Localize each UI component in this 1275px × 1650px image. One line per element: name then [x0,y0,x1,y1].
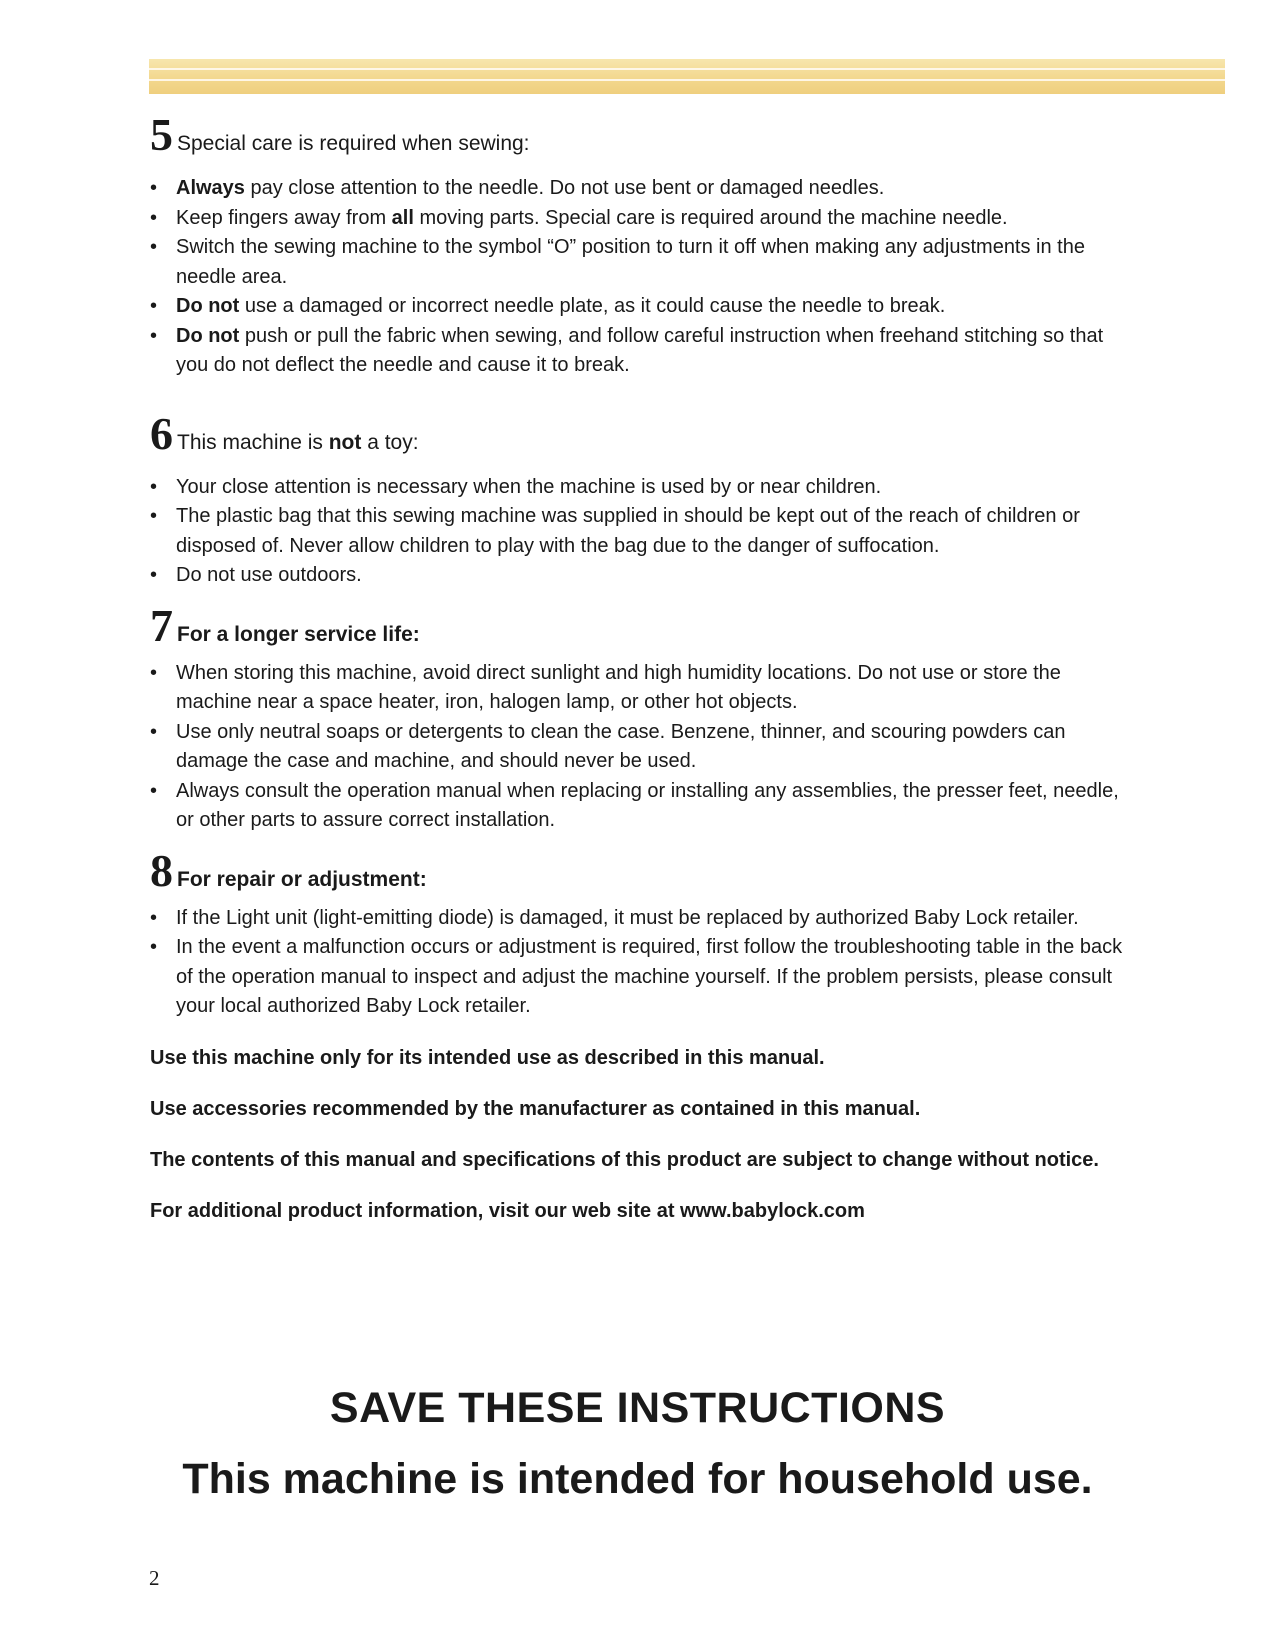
header-band [149,59,1225,94]
bullet-list [150,659,1140,836]
section-title: For a longer service life: [177,622,420,646]
section-heading [150,844,1140,896]
section-heading [150,407,1140,459]
section-title: For repair or adjustment: [177,867,427,891]
list-item: • Your close attention is necessary when the machine is used by or near children. [150,473,1140,503]
section-5 [150,109,1140,381]
section-title: This machine is not a toy: [177,430,419,454]
section-7 [150,599,1140,836]
list-item: • Always consult the operation manual when replacing or installing any assemblies, the presser feet, needle, or other parts to assure correct installation. [150,777,1140,836]
list-item: • Do not use outdoors. [150,561,1140,591]
list-item: • Always pay close attention to the needle. Do not use bent or damaged needles. [150,174,1140,204]
note-change-notice: The contents of this manual and specifications of this product are subject to change without notice. [150,1148,1099,1171]
section-number: 5 [150,109,173,160]
section-number: 8 [150,844,173,896]
section-number: 7 [150,599,173,651]
list-item: • Do not use a damaged or incorrect needle plate, as it could cause the needle to break. [150,292,1140,322]
note-website: For additional product information, visit our web site at www.babylock.com [150,1199,865,1222]
list-item: • Use only neutral soaps or detergents to clean the case. Benzene, thinner, and scouring powders can damage the case and machine, and should never be used. [150,718,1140,777]
list-item: • The plastic bag that this sewing machine was supplied in should be kept out of the reach of children or disposed of. Never allow children to play with the bag due to the danger of suffocation. [150,502,1140,561]
section-heading [150,599,1140,651]
list-item: • Keep fingers away from all moving parts. Special care is required around the machine needle. [150,204,1140,234]
section-heading [150,109,1140,160]
bullet-list [150,473,1140,591]
list-item: • If the Light unit (light-emitting diode) is damaged, it must be replaced by authorized Baby Lock retailer. [150,904,1140,934]
note-intended-use: Use this machine only for its intended use as described in this manual. [150,1046,825,1069]
list-item: • Do not push or pull the fabric when sewing, and follow careful instruction when freehand stitching so that you do not deflect the needle and cause it to break. [150,322,1140,381]
notes [150,1044,1140,1225]
section-8 [150,844,1140,1022]
section-title: Special care is required when sewing: [177,132,530,155]
section-6 [150,407,1140,591]
list-item: • In the event a malfunction occurs or adjustment is required, first follow the troubleshooting table in the back of the operation manual to inspect and adjust the machine yourself. If the problem persists, please consult your local authorized Baby Lock retailer. [150,933,1140,1022]
section-number: 6 [150,407,173,459]
save-instructions-title: SAVE THESE INSTRUCTIONS [329,1384,946,1432]
list-item: • Switch the sewing machine to the symbol “O” position to turn it off when making any adjustments in the needle area. [150,233,1140,292]
note-accessories: Use accessories recommended by the manufacturer as contained in this manual. [150,1097,921,1120]
page-content [150,109,1140,1248]
list-item: • When storing this machine, avoid direct sunlight and high humidity locations. Do not use or store the machine near a space heater, iron, halogen lamp, or other hot objects. [150,659,1140,718]
page-number: 2 [149,1566,160,1590]
household-use-title: This machine is intended for household use. [182,1455,1093,1503]
bullet-list [150,904,1140,1022]
bullet-list [150,174,1140,381]
